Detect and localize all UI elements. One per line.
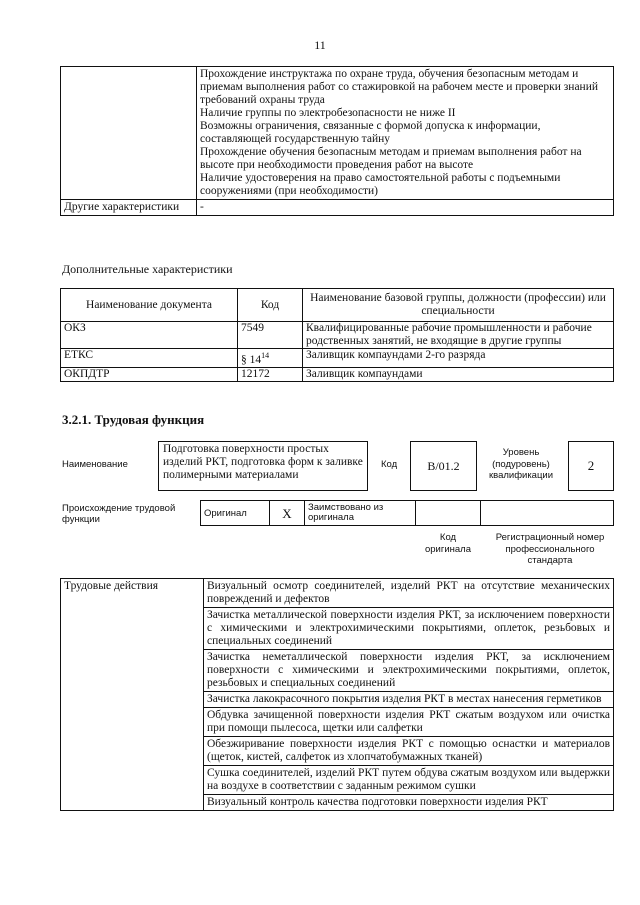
table-cell-name: Квалифицированные рабочие промышленности и рабочие родственных занятий, не входящие в другие группы [303,322,614,349]
function-name-box: Подготовка поверхности простых изделий РКТ, подготовка форм к заливке полимерными материалами [158,441,368,491]
function-name-label: Наименование [62,459,128,470]
labor-action: Сушка соединителей, изделий РКТ путем обдува сжатым воздухом или выдержки на воздухе в соответствии с заданным режимом сушки [204,766,614,795]
table-cell-document: ОКПДТР [61,367,238,381]
table-header-row [61,289,614,322]
labor-action: Зачистка металлической поверхности изделия РКТ, за исключением поверхности с химическими и электрохимическими покрытиями, оплеток, резьбовых и специальных соединений [204,608,614,650]
table-cell-name: Заливщик компаундами [303,367,614,381]
borrowed-label: Заимствовано из оригинала [305,501,416,526]
table-row [61,579,614,608]
table-cell-document: ОКЗ [61,322,238,349]
column-header-name: Наименование базовой группы, должности (профессии) или специальности [303,289,614,322]
requirement-line: Прохождение инструктажа по охране труда, обучения безопасным методам и приемам выполнения работ со стажировкой на рабочем месте и проверки знаний требований охраны труда [200,68,599,106]
original-mark: X [270,501,305,526]
requirements-table [60,66,614,216]
requirement-line: Наличие удостоверения на право самостоятельной работы с подъемными сооружениями (при необходимости) [200,172,561,197]
table-row [61,67,614,200]
function-code-label: Код [381,459,398,470]
labor-action: Зачистка неметаллической поверхности изделия РКТ, за исключением поверхности с химическими и электрохимическими покрытиями, оплеток, резьбовых и специальных соединений [204,650,614,692]
column-header-code: Код [238,289,303,322]
table-cell-name: Заливщик компаундами 2-го разряда [303,349,614,368]
original-label: Оригинал [201,501,270,526]
table-cell-label [61,67,197,200]
origin-table [200,500,614,526]
additional-characteristics-table [60,288,614,382]
table-row [61,322,614,349]
labor-action: Обдувка зачищенной поверхности изделия РКТ сжатым воздухом или очистка при помощи пылесоса, щетки или салфетки [204,708,614,737]
table-row [201,501,614,526]
table-row [61,200,614,216]
function-heading: 3.2.1. Трудовая функция [62,412,205,427]
original-code-cell [416,501,481,526]
table-cell-code [238,349,303,368]
registration-number-caption: Регистрационный номер профессионального стандарта [495,532,605,566]
requirement-line: Наличие группы по электробезопасности не ниже II [200,107,456,119]
table-cell-requirements [197,67,614,200]
table-cell-code: 7549 [238,322,303,349]
origin-label: Происхождение трудовой функции [62,503,176,525]
table-cell-code: 12172 [238,367,303,381]
labor-action: Визуальный контроль качества подготовки поверхности изделия РКТ [204,795,614,811]
column-header-document: Наименование документа [61,289,238,322]
qualification-level-box: 2 [568,441,614,491]
qualification-level-label: Уровень (подуровень) квалификации [488,447,554,481]
page-number: 11 [314,38,326,52]
table-row [61,349,614,368]
requirement-line: Прохождение обучения безопасным методам и приемам выполнения работ на высоте при необходимости проведения работ на высоте [200,146,582,171]
labor-action: Визуальный осмотр соединителей, изделий РКТ на отсутствие механических повреждений и дефектов [204,579,614,608]
labor-actions-table [60,578,614,811]
table-cell-value: - [197,200,614,216]
section-title-additional: Дополнительные характеристики [62,262,233,276]
code-text: § 14 [241,353,262,366]
original-code-caption: Код оригинала [424,532,471,555]
requirement-line: Возможны ограничения, связанные с формой допуска к информации, составляющей государственную тайну [200,120,541,145]
table-cell-label: Другие характеристики [61,200,197,216]
code-superscript: 14 [261,351,270,360]
labor-action: Зачистка лакокрасочного покрытия изделия РКТ в местах нанесения герметиков [204,692,614,708]
table-cell-document: ЕТКС [61,349,238,368]
registration-number-cell [481,501,614,526]
labor-actions-label: Трудовые действия [61,579,204,811]
labor-action: Обезжиривание поверхности изделия РКТ с помощью оснастки и материалов (щеток, кистей, салфеток из хлопчатобумажных тканей) [204,737,614,766]
table-row [61,367,614,381]
function-code-box: В/01.2 [410,441,477,491]
